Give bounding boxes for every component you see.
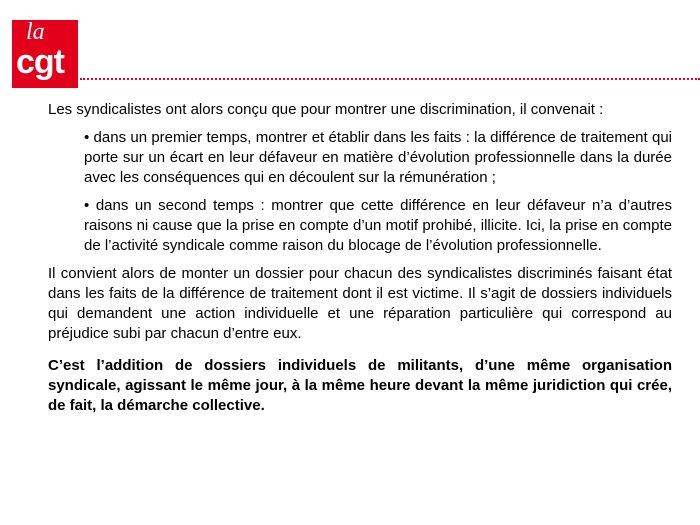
logo-la: la: [26, 19, 45, 45]
bullet-second-step: • dans un second temps : montrer que cette différence en leur défaveur n’a d’autres raisons ni cause que la prise en compte d’un motif prohibé, illicite. Ici, la prise en compte de l’activité syndicale comme raison du blocage de l’évolution professionnelle.: [84, 197, 672, 254]
cgt-logo: [12, 20, 78, 88]
header-dotted-rule: [80, 78, 700, 80]
slide-body: [48, 100, 672, 424]
logo-cgt: cgt: [16, 43, 64, 81]
conclusion-paragraph: C’est l’addition de dossiers individuels de militants, d’une même organisation syndicale, agissant le même jour, à la même heure devant la même juridiction qui crée, de fait, la démarche collective.: [48, 357, 672, 414]
intro-paragraph: Les syndicalistes ont alors conçu que pour montrer une discrimination, il convenait :: [48, 101, 604, 118]
dossier-paragraph: Il convient alors de monter un dossier pour chacun des syndicalistes discriminés faisant état dans les faits de la différence de traitement dont il est victime. Il s’agit de dossiers individuels qui demandent une action individuelle et une réparation particulière qui correspond au préjudice subi par chacun d’entre eux.: [48, 265, 672, 342]
bullet-first-step: • dans un premier temps, montrer et établir dans les faits : la différence de traitement qui porte sur un écart en leur défaveur en matière d’évolution professionnelle dans la durée avec les conséquences qui en découlent sur la rémunération ;: [84, 129, 672, 186]
